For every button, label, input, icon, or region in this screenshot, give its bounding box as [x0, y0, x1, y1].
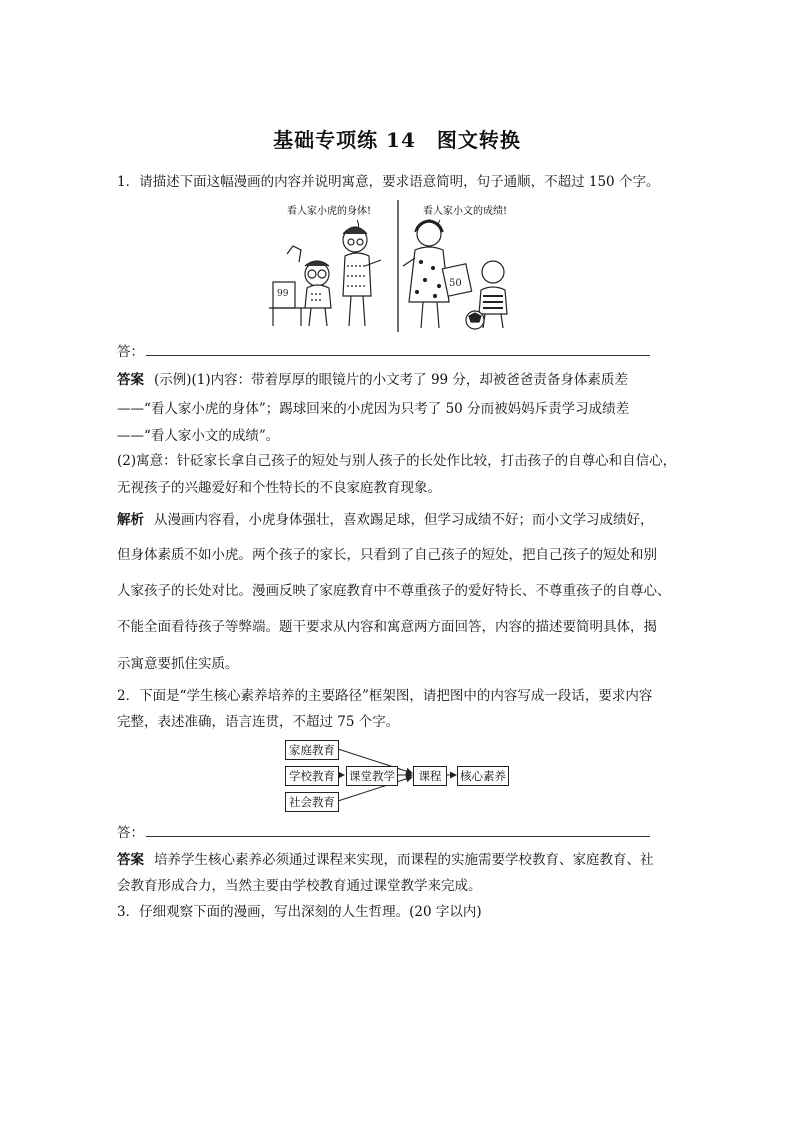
- bubble-left-text: 看人家小虎的身体!: [287, 206, 372, 217]
- question-3-prompt: 3．仔细观察下面的漫画，写出深刻的人生哲理。(20 字以内): [117, 904, 482, 920]
- q1-analysis-line: [117, 510, 654, 530]
- paper-score-right: 50: [449, 278, 462, 289]
- q2-answer-text-1: 会教育形成合力，当然主要由学校教育通过课堂教学来完成。: [117, 878, 482, 894]
- box-core: 核心素养: [457, 766, 509, 786]
- q1-answer-text-4: 无视孩子的兴趣爱好和个性特长的不良家庭教育现象。: [117, 480, 441, 496]
- answer-prefix: 答：: [117, 344, 144, 360]
- left-scene: [269, 227, 381, 326]
- q1-analysis-text-4: 示寓意要抓住实质。: [117, 656, 239, 672]
- q1-answer-line: [117, 370, 628, 390]
- answer-line-2: [146, 836, 650, 837]
- answer-prefix-2: 答：: [117, 825, 144, 841]
- q1-analysis-text-3: 不能全面看待孩子等弊端。题干要求从内容和寓意两方面回答，内容的描述要简明具体，揭: [117, 619, 657, 635]
- right-scene: [403, 220, 507, 329]
- paper-score-left: 99: [277, 289, 289, 299]
- q1-answer-text-2: ——“看人家小文的成绩”。: [117, 428, 280, 444]
- q2-answer-text-0: 培养学生核心素养必须通过课程来实现，而课程的实施需要学校教育、家庭教育、社: [154, 852, 654, 868]
- question-1-prompt: 1．请描述下面这幅漫画的内容并说明寓意，要求语意简明，句子通顺，不超过 150 个字。: [117, 174, 660, 190]
- page-title: 基础专项练 14 图文转换: [273, 128, 521, 152]
- q1-analysis-text-1: 但身体素质不如小虎。两个孩子的家长，只看到了自己孩子的短处，把自己孩子的短处和别: [117, 547, 657, 563]
- q1-analysis-text-2: 人家孩子的长处对比。漫画反映了家庭教育中不尊重孩子的爱好特长、不尊重孩子的自尊心、: [117, 583, 671, 599]
- box-family: 家庭教育: [285, 740, 339, 760]
- box-classroom: 课堂教学: [346, 766, 398, 786]
- cartoon-illustration: [265, 196, 535, 336]
- q1-answer-text-0: (示例)(1)内容：带着厚厚的眼镜片的小文考了 99 分，却被爸爸责备身体素质差: [154, 372, 628, 388]
- answer-line-1: [146, 355, 650, 356]
- box-society: 社会教育: [285, 792, 339, 812]
- q1-answer-text-1: ——“看人家小虎的身体”；踢球回来的小虎因为只考了 50 分而被妈妈斥责学习成绩差: [117, 401, 630, 417]
- question-2-prompt-0: 2．下面是“学生核心素养培养的主要路径”框架图，请把图中的内容写成一段话，要求内容: [117, 688, 653, 704]
- box-course: 课程: [413, 766, 447, 786]
- bubble-right-text: 看人家小文的成绩!: [423, 206, 508, 217]
- q1-analysis-text-0: 从漫画内容看，小虎身体强壮，喜欢踢足球，但学习成绩不好；而小文学习成绩好，: [154, 512, 654, 528]
- q2-answer-line: [117, 850, 654, 870]
- answer-label-2: 答案: [117, 852, 144, 868]
- answer-label: 答案: [117, 372, 144, 388]
- box-school: 学校教育: [285, 766, 339, 786]
- analysis-label: 解析: [117, 512, 144, 528]
- question-2-prompt-1: 完整，表述准确，语言连贯，不超过 75 个字。: [117, 714, 400, 730]
- q1-answer-text-3: (2)寓意：针砭家长拿自己孩子的短处与别人孩子的长处作比较，打击孩子的自尊心和自信心，: [117, 453, 677, 469]
